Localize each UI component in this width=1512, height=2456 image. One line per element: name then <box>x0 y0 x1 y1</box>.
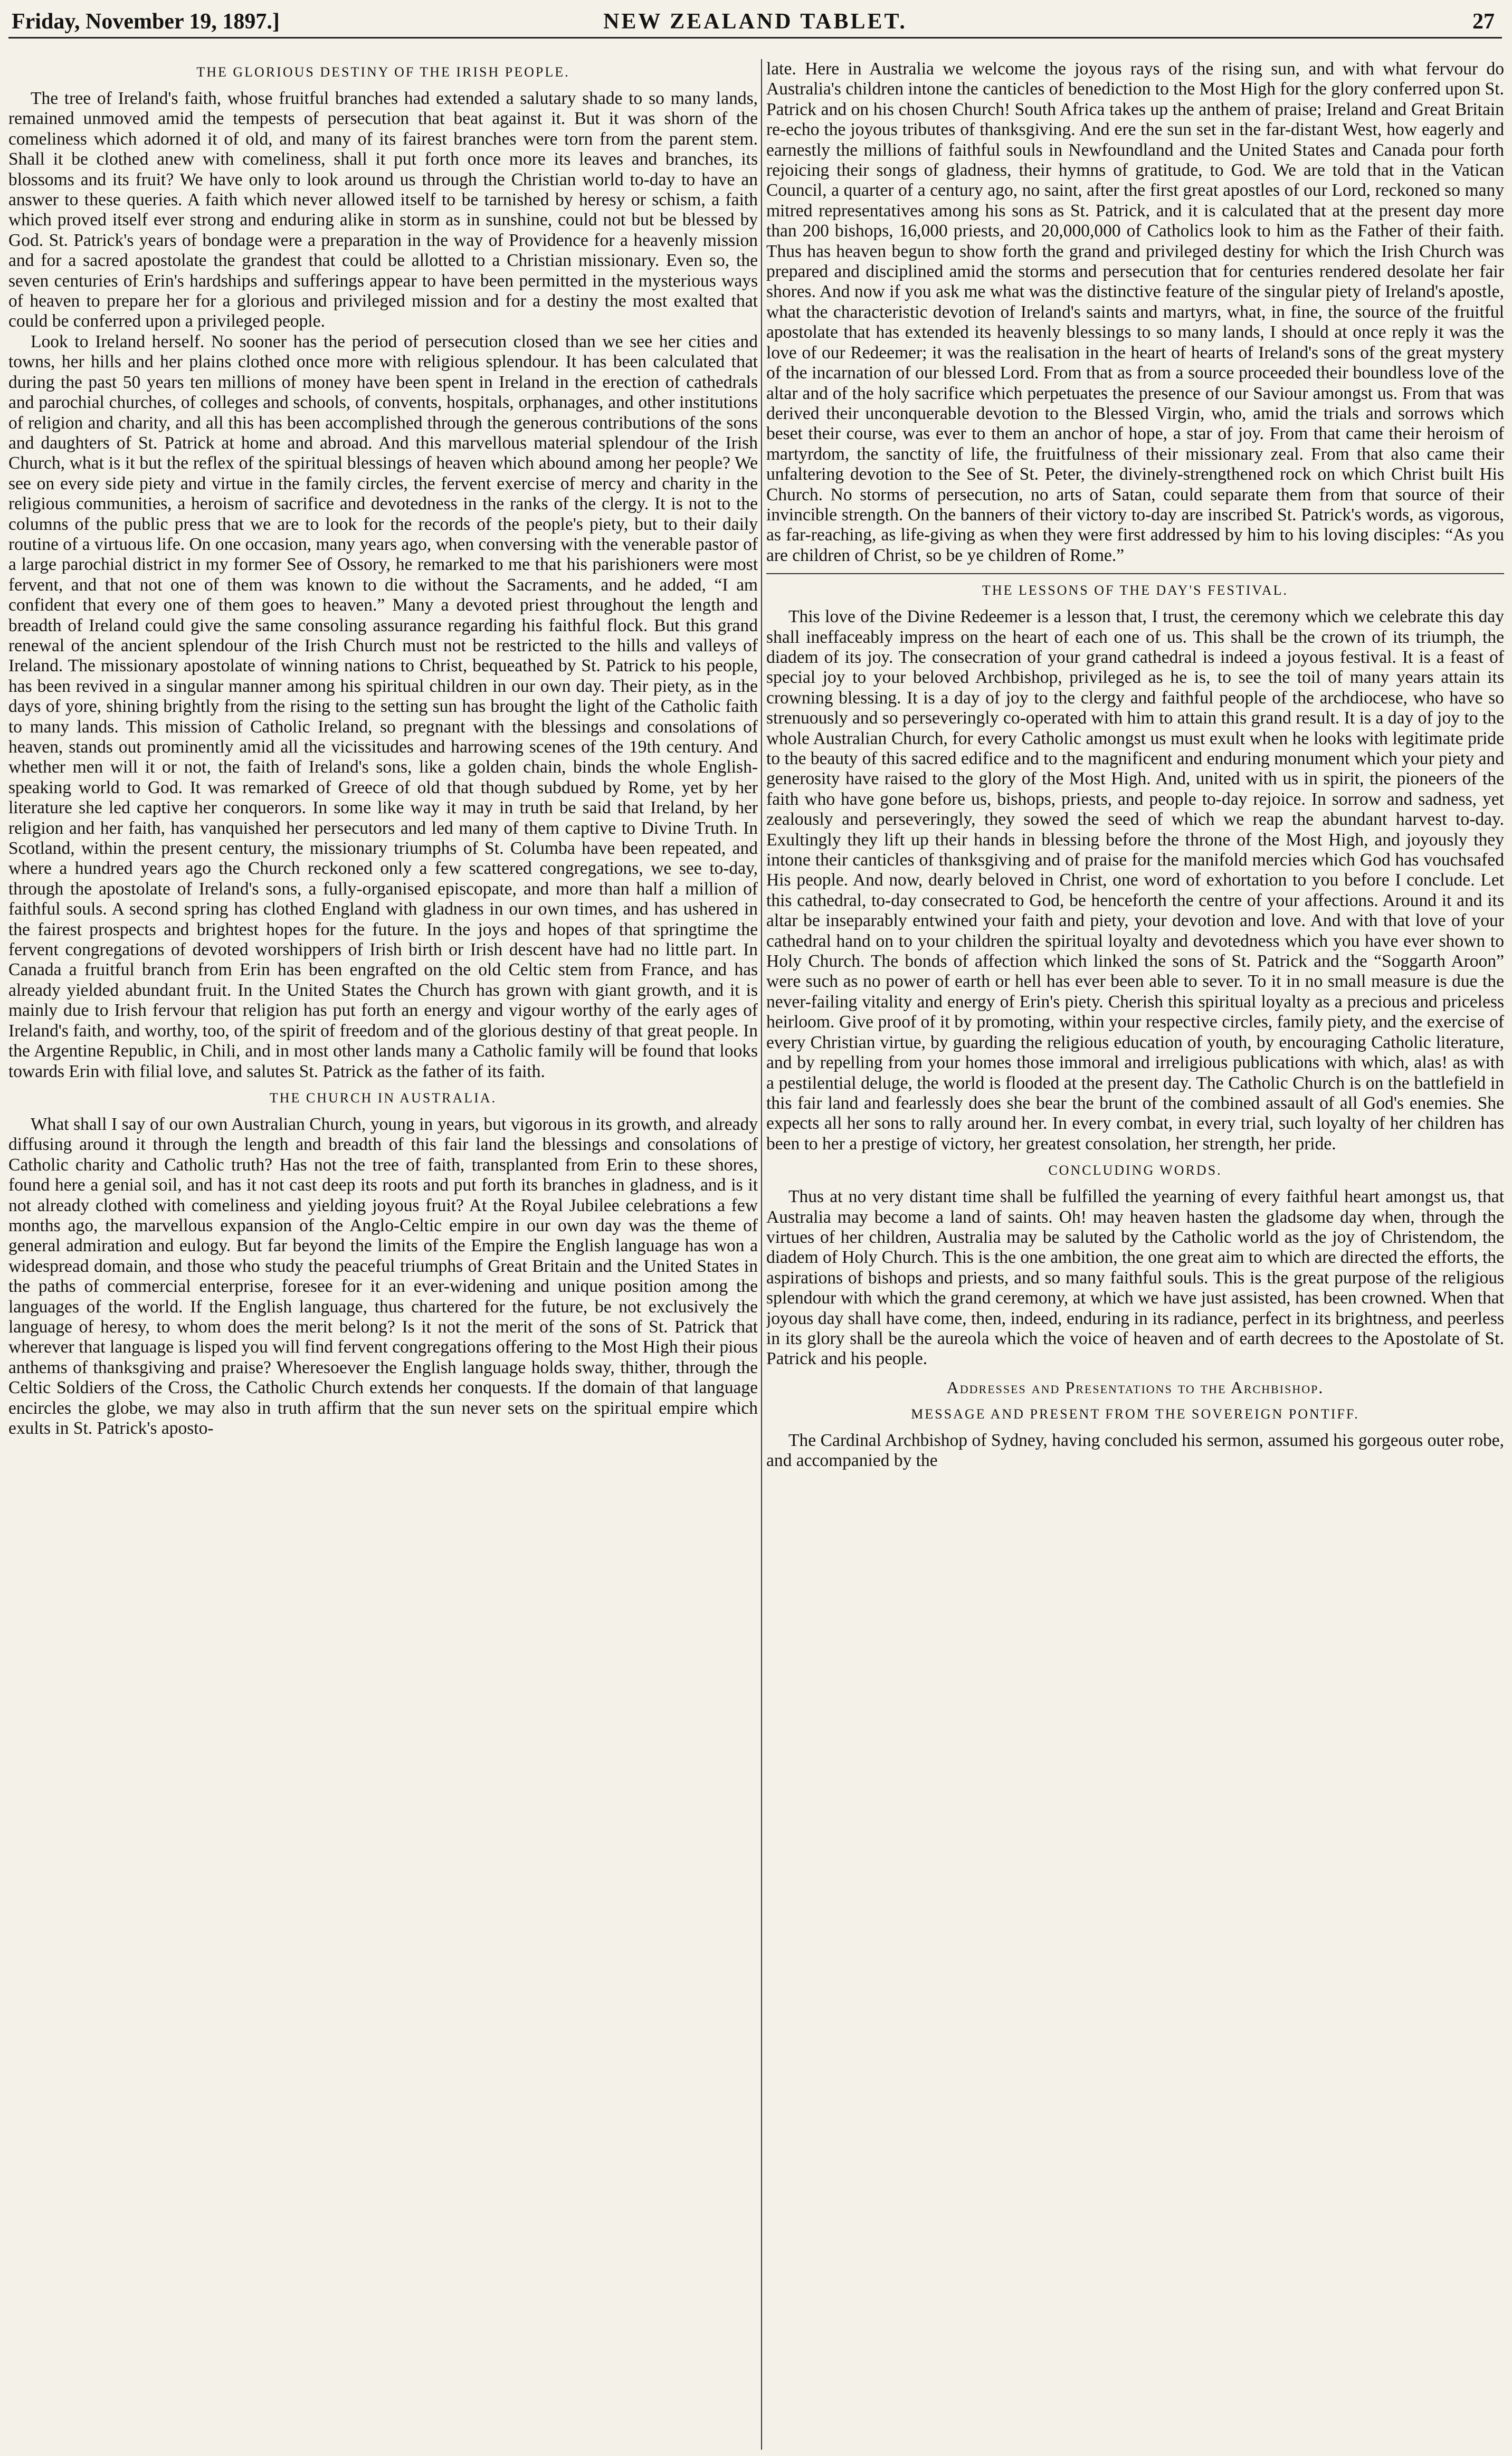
heading-glorious-destiny: THE GLORIOUS DESTINY OF THE IRISH PEOPLE. <box>196 64 570 80</box>
paragraph-tree-of-faith: The tree of Ireland's faith, whose fruitful branches had extended a salutary shade to so many lands, remained unmoved amid the tempests of persecution that beat against it. But it was shorn of the comeliness which adorned it of old, and many of its fairest branches were torn from the parent stem. Shall it be clothed anew with comeliness, shall it put forth once more its leaves and branches, its blossoms and its fruit? We have only to look around us through the Christian world to-day to have an answer to these queries. A faith which never allowed itself to be tarnished by heresy or schism, a faith which proved itself ever strong and enduring alike in storm as in sunshine, could not but be blessed by God. St. Patrick's years of bondage were a preparation in the way of Providence for a heavenly mission and for a sacred apostolate the grandest that could be allotted to a Christian missionary. Even so, the seven centuries of Erin's hardships and sufferings appear to have been permitted in the mysterious ways of heaven to prepare her for a glorious and privileged mission and for a destiny the most exalted that could be conferred upon a privileged people. <box>8 89 758 331</box>
issue-date: Friday, November 19, 1897.] <box>12 9 280 34</box>
heading-lessons-of-festival: THE LESSONS OF THE DAY'S FESTIVAL. <box>982 583 1289 598</box>
heading-church-in-australia: THE CHURCH IN AUSTRALIA. <box>269 1090 497 1106</box>
paragraph-ireland-herself: Look to Ireland herself. No sooner has the period of persecution closed than we see her cities and towns, her hills and her plains clothed once more with religious splendour. It has been calculated that during the past 50 years ten millions of money have been spent in Ireland in the erection of cathedrals and parochial churches, of colleges and schools, of convents, hospitals, orphanages, and other institutions of religion and charity, and all this has been accomplished through the generous contributions of the sons and daughters of St. Patrick at home and abroad. And this marvellous material splendour of the Irish Church, what is it but the reflex of the spiritual blessings of heaven which abound among her people? We see on every side piety and virtue in the family circles, the fervent exercise of mercy and charity in the religious communities, a heroism of sacrifice and devotedness in the ranks of the clergy. It is not to the columns of the public press that we are to look for the records of the people's piety, but to their daily routine of a virtuous life. On one occasion, many years ago, when conversing with the venerable pastor of a large parochial district in my former See of Ossory, he remarked to me that his parishioners were most fervent, and that not one of them was known to die without the Sacraments, and he added, “I am confident that every one of them goes to heaven.” Many a devoted priest throughout the length and breadth of Ireland could give the same consoling assurance regarding his faithful flock. But this grand renewal of the ancient splendour of the Irish Church must not be restricted to the hills and valleys of Ireland. The missionary apostolate of winning nations to Christ, bequeathed by St. Patrick to his people, has been revived in a singular manner among his spiritual children in our own day. Their piety, as in the days of yore, shining brightly from the rising to the setting sun has brought the light of the Catholic faith to many lands. This mission of Catholic Ireland, so pregnant with the blessings and consolations of heaven, stands out prominently amid all the vicissitudes and harrowing scenes of the 19th century. And whether men will it or not, the faith of Ireland's sons, like a golden chain, binds the whole English-speaking world to God. It was remarked of Greece of old that though subdued by Rome, yet by her literature she led captive her conquerors. In some like way it may in truth be said that Ireland, by her religion and her faith, has vanquished her persecutors and led many of them captive to Divine Truth. In Scotland, within the present century, the missionary triumphs of St. Columba have been repeated, and where a hundred years ago the Church reckoned only a few scattered congregations, we see to-day, through the apostolate of Ireland's sons, a fully-organised episcopate, and more than half a million of faithful souls. A second spring has clothed England with gladness in our own times, and has ushered in the fairest prospects and brightest hopes for the future. In the joys and hopes of that springtime the fervent congregations of devoted worshippers of Irish birth or Irish descent have had no little part. In Canada a fruitful branch from Erin has been engrafted on the old Celtic stem from France, and has already yielded abundant fruit. In the United States the Church has grown with giant growth, and it is mainly due to Irish fervour that religion has put forth an energy and vigour worthy of the early ages of Ireland's faith, and worthy, too, of the spirit of freedom and of the glorious destiny of that great people. In the Argentine Republic, in Chili, and in most other lands many a Catholic family will be found that looks towards Erin with filial love, and salutes St. Patrick as the father of its faith. <box>8 331 758 1081</box>
heading-concluding-words: CONCLUDING WORDS. <box>1048 1163 1222 1178</box>
paragraph-apostolate-continued: late. Here in Australia we welcome the joyous rays of the rising sun, and with what fervour do Australia's children intone the canticles of benediction to the Most High for the glory conferred upon St. Patrick and on his chosen Church! South Africa takes up the anthem of praise; Ireland and Great Britain re-echo the joyous tributes of thanksgiving. And ere the sun set in the far-distant West, how eagerly and earnestly the millions of faithful souls in Newfoundland and the United States and Canada pour forth rejoicing their songs of gladness, their hymns of gratitude, to God. We are told that in the Vatican Council, a quarter of a century ago, no saint, after the first great apostles of our Lord, reckoned so many mitred representatives among his sons as St. Patrick, and it is calculated that at the present day more than 200 bishops, 16,000 priests, and 20,000,000 of Catholics look to him as the Father of their faith. Thus has heaven begun to show forth the grand and privileged destiny for which the Irish Church was prepared and disciplined amid the storms and persecution that for centuries rendered desolate her fair shores. And now if you ask me what was the distinctive feature of the singular piety of Ireland's apostle, what the characteristic devotion of Ireland's saints and martyrs, what, in fine, the source of the fruitful apostolate that has extended its heavenly blessings to so many lands, I should at once reply it was the love of our Redeemer; it was the realisation in the heart of hearts of Ireland's sons of the great mystery of the incarnation of our blessed Lord. From that as from a source proceeded their boundless love of the altar and of the holy sacrifice which perpetuates the presence of our Saviour amongst us. From that was derived their unconquerable devotion to the Blessed Virgin, who, amid the trials and sorrows which beset their course, was ever to them an anchor of hope, a star of joy. From that came their heroism of martyrdom, the sanctity of life, the fruitfulness of their missionary zeal. From that also came their unfaltering devotion to the See of St. Peter, the divinely-strengthened rock on which Christ built His Church. No storms of persecution, no arts of Satan, could separate them from that source of their invincible strength. On the banners of their victory to-day are inscribed St. Patrick's words, as vigorous, as far-reaching, as life-giving as when they were first addressed by him to his loving disciples: “As you are children of Christ, so be ye children of Rome.” <box>766 59 1504 565</box>
column-divider <box>761 59 762 2450</box>
section-rule <box>766 573 1504 574</box>
paragraph-divine-redeemer: This love of the Divine Redeemer is a lesson that, I trust, the ceremony which we celebrate this day shall ineffaceably impress on the heart of each one of us. This shall be the crown of its triumph, the diadem of its joy. The consecration of your grand cathedral is indeed a joyous festival. It is a feast of special joy to your beloved Archbishop, privileged as he is, to see the toil of many years attain its crowning blessing. It is a day of joy to the clergy and faithful people of the archdiocese, who have so strenuously and so perseveringly co-operated with him to attain this grand result. It is a day of joy to the whole Australian Church, for every Catholic amongst us must exult when he looks with legitimate pride to the beauty of this sacred edifice and to the magnificent and enduring monument which your piety and generosity have raised to the glory of the Most High. And, united with us in spirit, the pioneers of the faith who have gone before us, bishops, priests, and people to-day rejoice. In sorrow and sadness, yet zealously and perseveringly, they sowed the seed of which we reap the abundant harvest to-day. Exultingly they lift up their hands in blessing before the throne of the Most High, and joyously they intone their canticles of thanksgiving and of praise for the manifold mercies which God has vouchsafed His people. And now, dearly beloved in Christ, one word of exhortation to you before I conclude. Let this cathedral, to-day consecrated to God, be henceforth the centre of your affections. Around it and its altar be inseparably entwined your faith and piety, your devotion and love. And with that love of your cathedral hand on to your children the spiritual loyalty and devotedness which you have ever shown to Holy Church. The bonds of affection which linked the sons of St. Patrick and the “Soggarth Aroon” were such as no power of earth or hell has ever been able to sever. To it in no small measure is due the never-failing vitality and energy of Erin's piety. Cherish this spiritual loyalty as a precious and priceless heirloom. Give proof of it by promoting, within your respective circles, family piety, and the exercise of every Christian virtue, by guarding the religious education of youth, by encouraging Catholic literature, and by repelling from your homes those immoral and irreligious publications with which, alas! as with a pestilential deluge, the world is flooded at the present day. The Catholic Church is on the battlefield in this fair land and fearlessly does she bear the brunt of the combined assault of all God's enemies. She expects all her sons to rally around her. In every combat, in every trial, such loyalty of her children has been to her a prestige of victory, her greatest consolation, her strength, her pride. <box>766 607 1504 1154</box>
right-column <box>766 59 1504 2450</box>
publication-title: NEW ZEALAND TABLET. <box>603 9 907 34</box>
left-column <box>8 59 758 2450</box>
page-number: 27 <box>1472 9 1495 34</box>
paragraph-land-of-saints: Thus at no very distant time shall be fulfilled the yearning of every faithful heart amongst us, that Australia may become a land of saints. Oh! may heaven hasten the gladsome day when, through the virtues of her children, Australia may be saluted by the Catholic world as the joy of Christendom, the diadem of Holy Church. This is the one ambition, the one great aim to which are directed the efforts, the aspirations of bishops and priests, and so many faithful souls. This is the great purpose of the religious splendour with which the grand ceremony, at which we have just assisted, has been crowned. When that joyous day shall have come, then, indeed, enduring in its radiance, perfect in its brightness, and peerless in its glory shall be the aureola which the voice of heaven and of earth decrees to the Apostolate of St. Patrick and his people. <box>766 1187 1504 1369</box>
heading-addresses-presentations: Addresses and Presentations to the Archbishop. <box>946 1377 1324 1397</box>
heading-message-from-pontiff: MESSAGE AND PRESENT FROM THE SOVEREIGN PONTIFF. <box>911 1406 1359 1422</box>
paragraph-australian-church: What shall I say of our own Australian Church, young in years, but vigorous in its growth, and already diffusing around it through the length and breadth of this fair land the blessings and consolations of Catholic charity and Catholic truth? Has not the tree of faith, transplanted from Erin to these shores, found here a genial soil, and has it not cast deep its roots and put forth its branches in gladness, and is it not already clothed with comeliness and yielding joyous fruit? At the Royal Jubilee celebrations a few months ago, the marvellous expansion of the Anglo-Celtic empire in our own day was the theme of general admiration and eulogy. But far beyond the limits of the Empire the English language has won a widespread domain, and those who study the peaceful triumphs of Great Britain and the United States in the paths of commercial enterprise, foresee for it an ever-widening and unique position among the languages of the world. If the English language, thus chartered for the future, be not exclusively the language of heresy, to whom does the merit belong? Is it not the merit of the sons of St. Patrick that wherever that language is lisped you will find fervent congregations offering to the Most High their pious anthems of thanksgiving and praise? Wheresoever the English language holds sway, thither, through the Celtic Soldiers of the Cross, the Catholic Church extends her conquests. If the domain of that language encircles the globe, we may also in truth affirm that the sun never sets on the spiritual empire which exults in St. Patrick's aposto- <box>8 1114 758 1438</box>
paragraph-cardinal-archbishop: The Cardinal Archbishop of Sydney, having concluded his sermon, assumed his gorgeous outer robe, and accompanied by the <box>766 1430 1504 1471</box>
masthead <box>8 6 1502 39</box>
